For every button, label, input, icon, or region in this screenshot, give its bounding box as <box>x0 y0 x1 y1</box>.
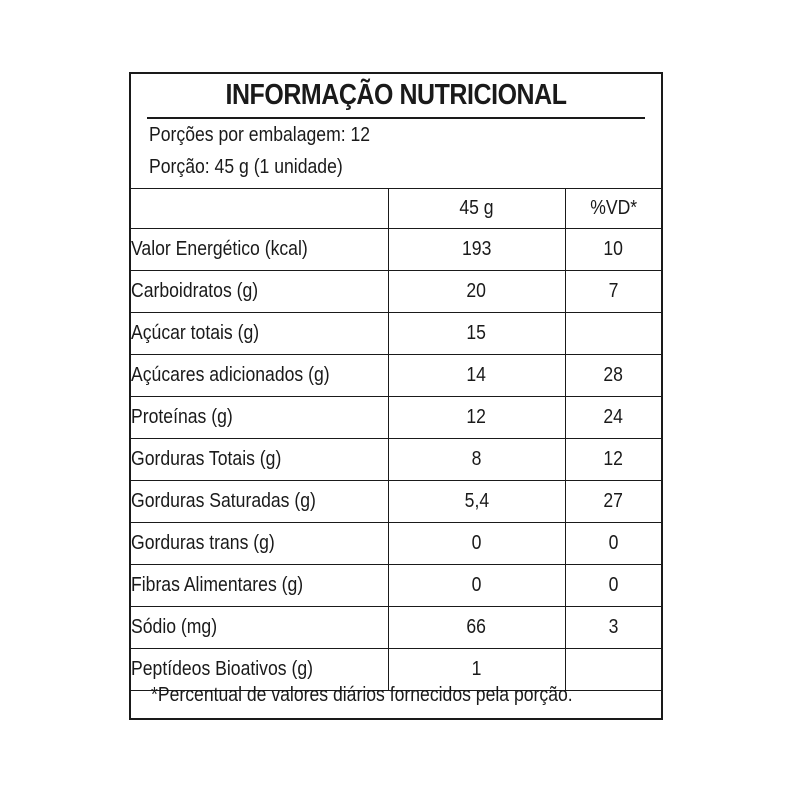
serving-size: Porção: 45 g (1 unidade) <box>149 156 343 178</box>
nutrient-name: Peptídeos Bioativos (g) <box>131 649 388 691</box>
nutrient-daily-value <box>565 313 661 355</box>
nutrient-amount: 66 <box>388 607 565 649</box>
header-amount: 45 g <box>388 189 565 229</box>
nutrient-daily-value: 0 <box>565 565 661 607</box>
nutrient-name: Carboidratos (g) <box>131 271 388 313</box>
nutrient-name: Proteínas (g) <box>131 397 388 439</box>
nutrient-daily-value: 24 <box>565 397 661 439</box>
nutrient-daily-value: 27 <box>565 481 661 523</box>
nutrient-daily-value <box>565 649 661 691</box>
nutrient-amount: 5,4 <box>388 481 565 523</box>
nutrient-name: Gorduras trans (g) <box>131 523 388 565</box>
title-divider <box>147 117 645 119</box>
nutrition-facts-label <box>129 72 663 720</box>
footnote: *Percentual de valores diários fornecidos pela porção. <box>151 684 573 706</box>
nutrient-daily-value: 7 <box>565 271 661 313</box>
nutrient-amount: 193 <box>388 229 565 271</box>
nutrient-daily-value: 0 <box>565 523 661 565</box>
label-title: INFORMAÇÃO NUTRICIONAL <box>225 78 567 111</box>
nutrient-amount: 15 <box>388 313 565 355</box>
table-row <box>131 313 661 355</box>
nutrient-amount: 8 <box>388 439 565 481</box>
table-row <box>131 355 661 397</box>
table-row <box>131 481 661 523</box>
table-row <box>131 229 661 271</box>
header-daily-value: %VD* <box>565 189 661 229</box>
nutrition-table <box>131 188 661 691</box>
nutrient-name: Açúcar totais (g) <box>131 313 388 355</box>
nutrient-name: Sódio (mg) <box>131 607 388 649</box>
nutrient-daily-value: 10 <box>565 229 661 271</box>
table-header-row <box>131 189 661 229</box>
table-row <box>131 439 661 481</box>
nutrient-amount: 20 <box>388 271 565 313</box>
nutrient-amount: 0 <box>388 565 565 607</box>
nutrient-name: Gorduras Saturadas (g) <box>131 481 388 523</box>
table-row <box>131 397 661 439</box>
header-nutrient <box>131 189 388 229</box>
nutrient-daily-value: 28 <box>565 355 661 397</box>
nutrient-name: Açúcares adicionados (g) <box>131 355 388 397</box>
nutrient-amount: 1 <box>388 649 565 691</box>
nutrient-amount: 12 <box>388 397 565 439</box>
servings-per-package: Porções por embalagem: 12 <box>149 124 371 146</box>
nutrient-amount: 14 <box>388 355 565 397</box>
nutrient-amount: 0 <box>388 523 565 565</box>
nutrient-name: Gorduras Totais (g) <box>131 439 388 481</box>
table-row <box>131 607 661 649</box>
table-row <box>131 523 661 565</box>
nutrient-daily-value: 12 <box>565 439 661 481</box>
nutrient-name: Valor Energético (kcal) <box>131 229 388 271</box>
table-row <box>131 565 661 607</box>
table-row <box>131 271 661 313</box>
nutrient-daily-value: 3 <box>565 607 661 649</box>
nutrient-name: Fibras Alimentares (g) <box>131 565 388 607</box>
